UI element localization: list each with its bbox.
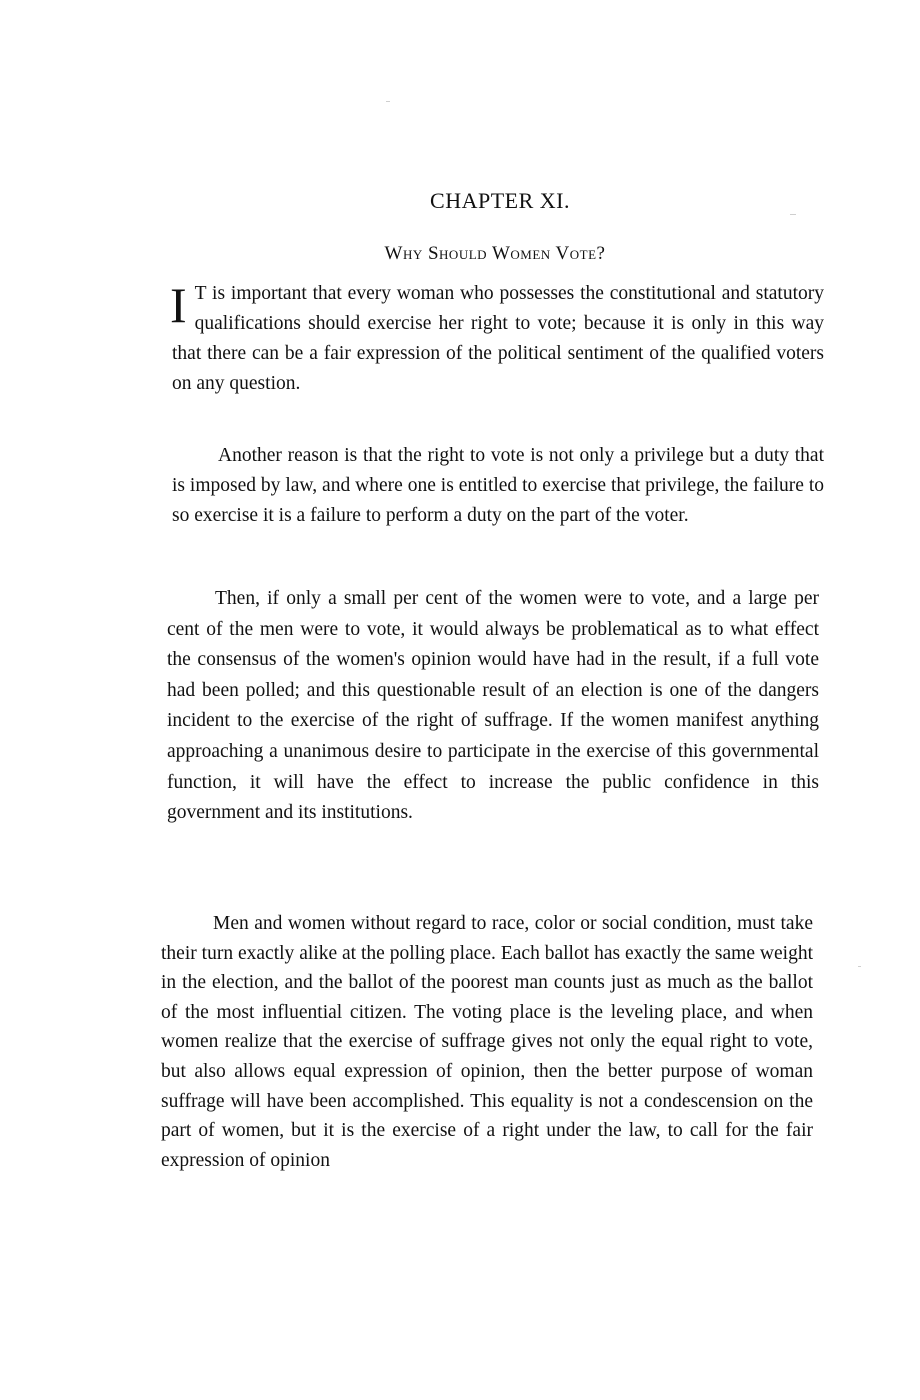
paragraph-3: Then, if only a small per cent of the women were to vote, and a large per cent of the men were to vote, it would always be problematical as to what effect the consensus of the women's opinion would have had in the result, if a full vote had been polled; and this questionable result of an election is one of the dangers incident to the exercise of the right of suffrage. If the women manifest anything approaching a unanimous desire to participate in the exercise of this governmental function, it will have the effect to increase the public confidence in this government and its institutions.: [167, 588, 819, 824]
paragraph-2: Another reason is that the right to vote is not only a privilege but a duty that is imposed by law, and where one is entitled to exercise that privilege, the failure to so exercise it is a failure to perform a duty on the part of the voter.: [172, 445, 824, 526]
scan-speck: [790, 214, 796, 215]
paragraph-1-text: T is important that every woman who possesses the constitutional and statutory qualifications should exercise her right to vote; because it is only in this way that there can be a fair expression of the political sentiment of the qualified voters on any question.: [172, 283, 824, 394]
scan-speck: [386, 101, 390, 102]
paragraph-1: [172, 279, 824, 399]
chapter-title: CHAPTER XI.: [430, 188, 570, 213]
scan-speck: [858, 966, 861, 967]
paragraph-4: Men and women without regard to race, color or social condition, must take their turn exactly alike at the polling place. Each ballot has exactly the same weight in the election, and the ballot of the poorest man counts just as much as the ballot of the most influential citizen. The voting place is the leveling place, and when women realize that the exercise of suffrage gives not only the equal right to vote, but also allows equal expression of opinion, then the better purpose of woman suffrage will have been accomplished. This equality is not a condescension on the part of women, but it is the exercise of a right under the law, to call for the fair expression of opinion: [161, 913, 813, 1171]
section-title: Why Should Women Vote?: [384, 243, 606, 264]
drop-cap: I: [170, 277, 187, 333]
